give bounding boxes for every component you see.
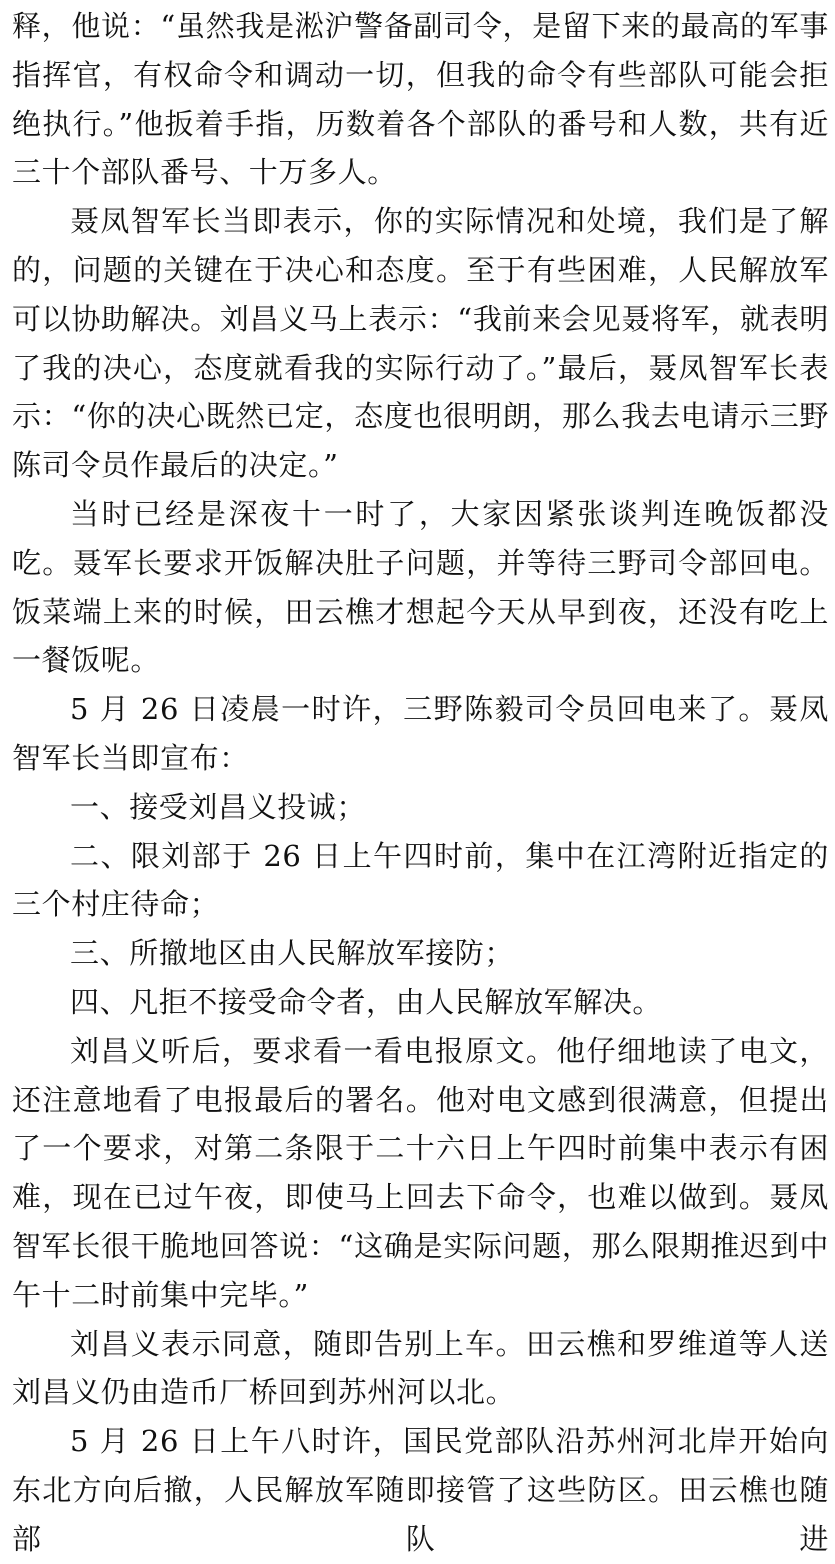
- paragraph-1: 释，他说：“虽然我是淞沪警备副司令，是留下来的最高的军事指挥官，有权命令和调动一切，但我的命令有些部队可能会拒绝执行。”他扳着手指，历数着各个部队的番号和人数，共有近三十个部队番号、十万多人。: [12, 9, 829, 190]
- paragraph-3: 当时已经是深夜十一时了，大家因紧张谈判连晚饭都没吃。聂军长要求开饭解决肚子问题，并等待三野司令部回电。饭菜端上来的时候，田云樵才想起今天从早到夜，还没有吃上一餐饭呢。: [12, 496, 829, 678]
- paragraph-7: 5 月 26 日上午八时许，国民党部队沿苏州河北岸开始向东北方向后撤，人民解放军随即接管了这些防区。田云樵也随部队进: [12, 1424, 829, 1556]
- paragraph-2: 聂凤智军长当即表示，你的实际情况和处境，我们是了解的，问题的关键在于决心和态度。至于有些困难，人民解放军可以协助解决。刘昌义马上表示：“我前来会见聂将军，就表明了我的决心，态度就看我的实际行动了。”最后，聂凤智军长表示：“你的决心既然已定，态度也很明朗，那么我去电请示三野陈司令员作最后的决定。”: [12, 204, 829, 483]
- paragraph-6: 刘昌义表示同意，随即告别上车。田云樵和罗维道等人送刘昌义仍由造币厂桥回到苏州河以北。: [12, 1326, 829, 1410]
- paragraph-5: 刘昌义听后，要求看一看电报原文。他仔细地读了电文，还注意地看了电报最后的署名。他对电文感到很满意，但提出了一个要求，对第二条限于二十六日上午四时前集中表示有困难，现在已过午夜，即使马上回去下命令，也难以做到。聂凤智军长很干脆地回答说：“这确是实际问题，那么限期推迟到中午十二时前集中完毕。”: [12, 1033, 829, 1312]
- list-item-3: 三、所撤地区由人民解放军接防；: [70, 936, 515, 971]
- list-item-1: 一、接受刘昌义投诚；: [70, 789, 367, 824]
- paragraph-4: 5 月 26 日凌晨一时许，三野陈毅司令员回电来了。聂凤智军长当即宣布：: [12, 692, 829, 775]
- list-item-4: 四、凡拒不接受命令者，由人民解放军解决。: [70, 984, 663, 1019]
- list-item-2: 二、限刘部于 26 日上午四时前，集中在江湾附近指定的三个村庄待命；: [12, 838, 829, 922]
